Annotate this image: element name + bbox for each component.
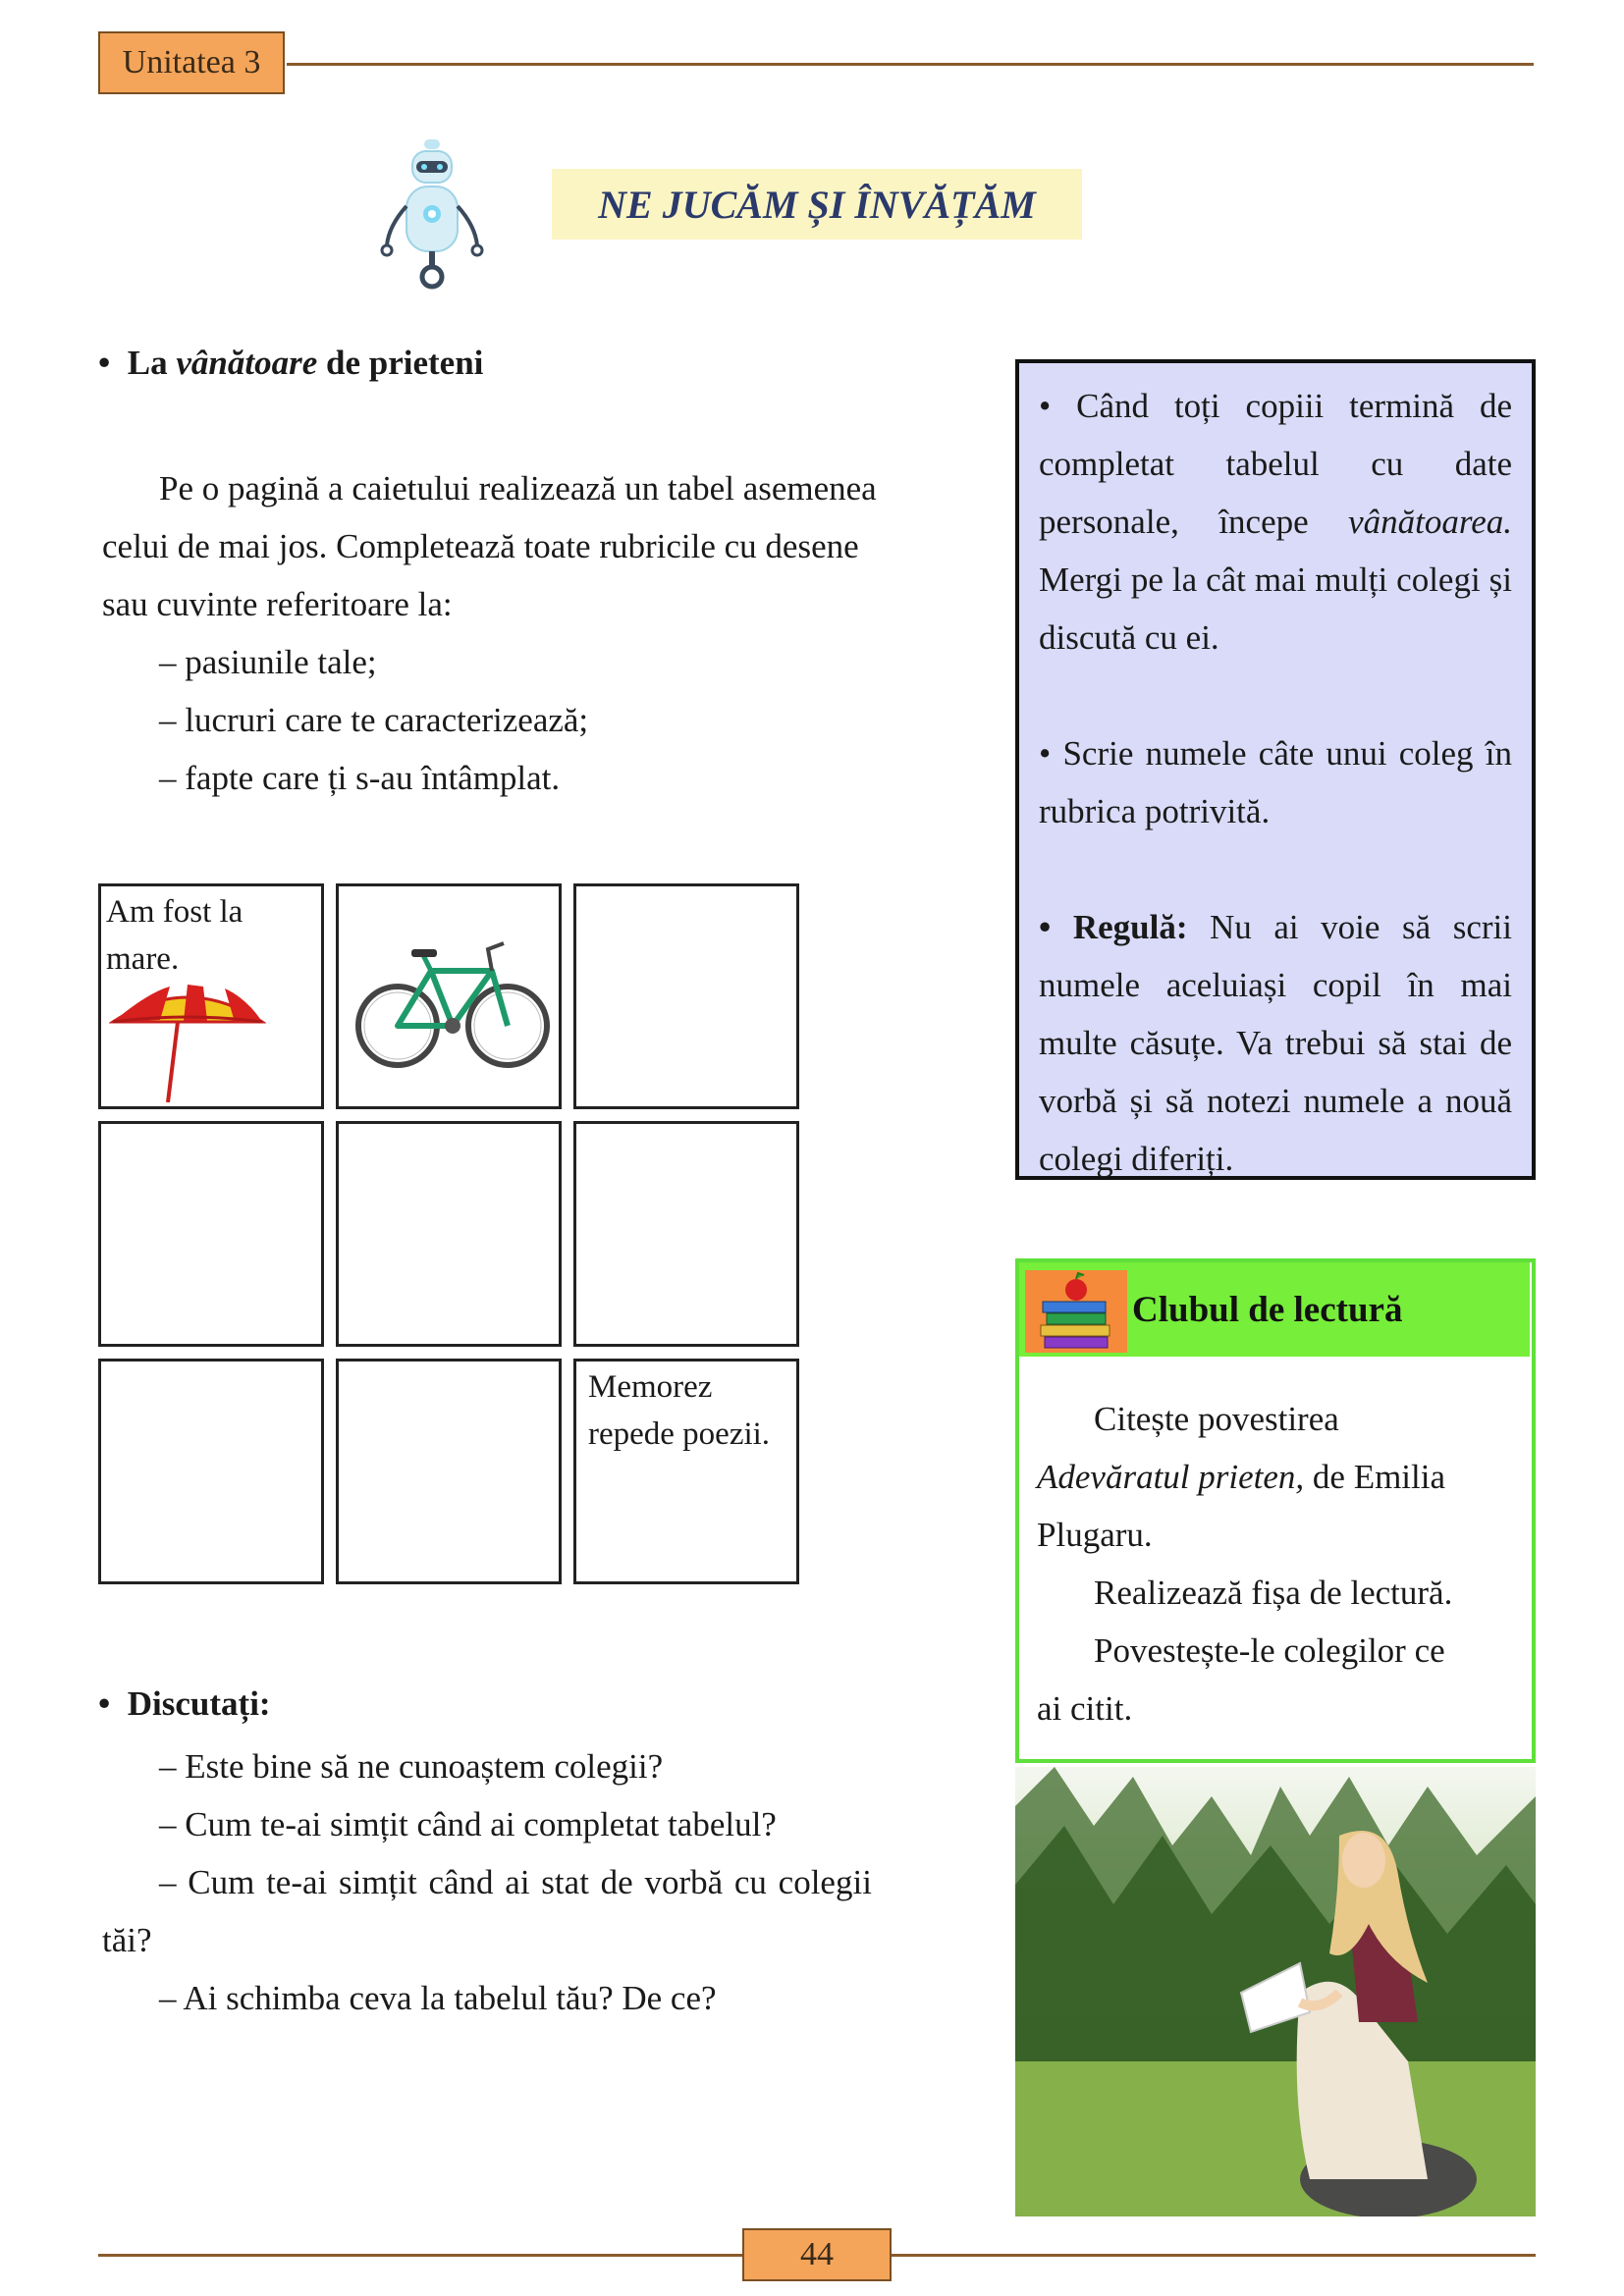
table-cell — [98, 1121, 324, 1347]
list-item: – Cum te-ai simțit când ai completat tabelul? — [159, 1805, 777, 1843]
list-item: – pasiunile tale; — [159, 643, 377, 681]
section-heading-hunt: • La vânătoare de prieteni — [98, 344, 484, 382]
page-title: NE JUCĂM ȘI ÎNVĂȚĂM — [552, 169, 1082, 240]
instruction-2: • Scrie numele câte unui coleg în rubrica potrivită. — [1039, 734, 1512, 830]
table-cell: Memorez repede poezii. — [573, 1359, 799, 1584]
table-cell — [573, 883, 799, 1109]
list-item: – Cum te-ai simțit când ai stat de vorbă cu colegii — [159, 1863, 872, 1901]
footer-divider — [892, 2254, 1536, 2257]
instruction-1: • Când toți copiii termină de completat tabelul cu date personale, începe vânătoarea. Mergi pe la cât mai mulți colegi și discută cu ei. — [1039, 387, 1512, 657]
header-divider — [287, 63, 1534, 66]
table-cell — [336, 883, 562, 1109]
reading-club-title: Clubul de lectură — [1132, 1289, 1403, 1330]
table-cell — [336, 1121, 562, 1347]
list-item: – fapte care ți s-au întâmplat. — [159, 759, 561, 797]
unit-label: Unitatea 3 — [98, 31, 285, 94]
books-icon — [1025, 1270, 1127, 1353]
sample-table — [98, 883, 805, 1590]
bicycle-icon — [354, 935, 551, 1073]
discussion-questions: – Este bine să ne cunoaștem colegii? – Cum te-ai simțit când ai completat tabelul? – Cum te-ai simțit când ai stat de vorbă cu colegii tăi? – Ai schimba ceva la tabelul tău? De ce? — [102, 1737, 956, 2027]
instructions-paragraph: Pe o pagină a caietului realizează un tabel asemenea celui de mai jos. Completează toate rubricile cu desene sau cuvinte referitoare la: – pasiunile tale; – lucruri care te caracterizează; – fapte care ți s-au întâmplat. — [102, 459, 956, 807]
girl-reading-photo — [1015, 1767, 1536, 2216]
list-item: – Ai schimba ceva la tabelul tău? De ce? — [159, 1979, 717, 2017]
reading-club-text: Citește povestirea Adevăratul prieten, de Emilia Plugaru. Realizează fișa de lectură. Povestește-le colegilor ce ai citit. — [1037, 1400, 1453, 1728]
robot-icon — [373, 137, 491, 294]
page-number: 44 — [742, 2228, 892, 2281]
list-item: – lucruri care te caracterizează; — [159, 701, 589, 739]
game-instructions-box — [1015, 359, 1536, 1180]
footer-divider — [98, 2254, 742, 2257]
instruction-rule: • Regulă: Nu ai voie să scrii numele aceluiași copil în mai multe căsuțe. Va trebui să stai de vorbă și să notezi numele a nouă colegi diferiți. — [1039, 908, 1512, 1178]
list-item: – Este bine să ne cunoaștem colegii? — [159, 1747, 664, 1786]
umbrella-icon — [109, 985, 266, 1102]
table-cell — [336, 1359, 562, 1584]
table-cell — [98, 1359, 324, 1584]
section-heading-discuss: • Discutați: — [98, 1684, 271, 1723]
reading-club-header — [1019, 1262, 1530, 1357]
reading-club-box — [1015, 1258, 1536, 1763]
table-cell — [573, 1121, 799, 1347]
table-cell: Am fost la mare. — [98, 883, 324, 1109]
